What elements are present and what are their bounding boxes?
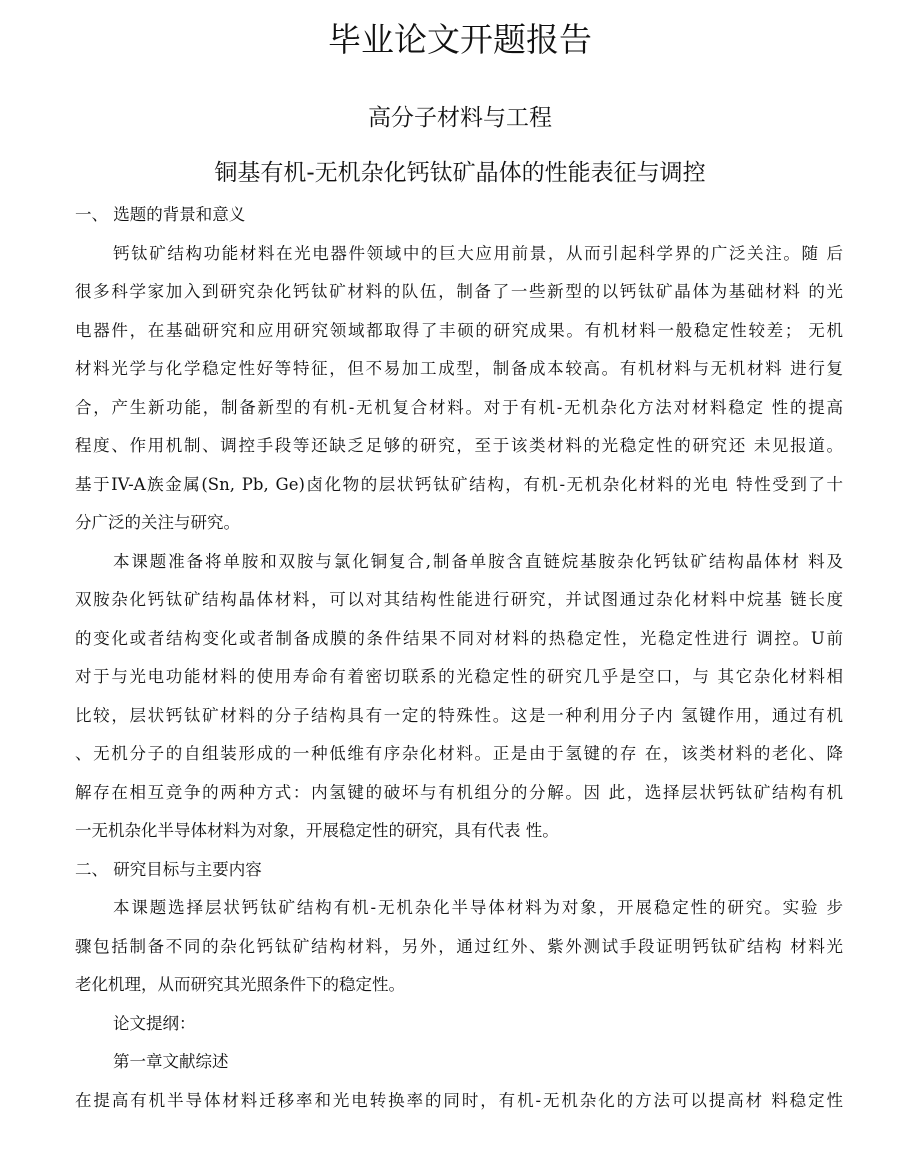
text-line: 本课题准备将单胺和双胺与氯化铜复合,制备单胺含直链烷基胺杂化钙钛矿结构晶体材 料及	[113, 551, 843, 571]
document-title: 毕业论文开题报告	[328, 20, 592, 59]
paragraph	[75, 235, 843, 543]
text-line: 比较，层状钙钛矿材料的分子结构具有一定的特殊性。这是一种利用分子内 氢键作用，通过有机	[75, 705, 843, 725]
chapter-heading: 第一章文献综述	[113, 1052, 229, 1071]
text-line: 对于与光电功能材料的使用寿命有着密切联系的光稳定性的研究几乎是空口，与 其它杂化材料相	[75, 667, 843, 686]
text-line: 分广泛的关注与研究。	[75, 513, 240, 532]
text-line: 很多科学家加入到研究杂化钙钛矿材料的队伍，制备了一些新型的以钙钛矿晶体为基础材料 的光	[75, 282, 843, 301]
thesis-title: 铜基有机-无机杂化钙钛矿晶体的性能表征与调控	[214, 160, 706, 186]
text-line: 的变化或者结构变化或者制备成膜的条件结果不同对材料的热稳定性，光稳定性进行 调控。U前	[75, 628, 843, 648]
section-heading: 一、 选题的背景和意义	[75, 205, 246, 224]
text-line: 电器件，在基础研究和应用研究领域都取得了丰硕的研究成果。有机材料一般稳定性较差； 无机	[75, 320, 843, 340]
text-line: 解存在相互竞争的两种方式：内氢键的破坏与有机组分的分解。因 此，选择层状钙钛矿结构有机	[75, 782, 843, 802]
text-line: 一无机杂化半导体材料为对象，开展稳定性的研究，具有代表 性。	[75, 821, 559, 840]
text-line: 钙钛矿结构功能材料在光电器件领域中的巨大应用前景，从而引起科学界的广泛关注。随 后	[113, 243, 843, 263]
text-line: 基于IV-A族金属(Sn, Pb, Ge)卤化物的层状钙钛矿结构，有机-无机杂化材料的光电 特性受到了十	[75, 474, 843, 494]
text-line: 老化机理，从而研究其光照条件下的稳定性。	[75, 975, 405, 994]
text-line: 在提高有机半导体材料迁移率和光电转换率的同时，有机-无机杂化的方法可以提高材 料稳定性	[75, 1090, 843, 1110]
text-line: 合，产生新功能，制备新型的有机-无机复合材料。对于有机-无机杂化方法对材料稳定 性的提高	[75, 397, 843, 417]
outline-label: 论文提纲：	[113, 1013, 196, 1033]
major-name: 高分子材料与工程	[368, 105, 552, 131]
text-line: 本课题选择层状钙钛矿结构有机-无机杂化半导体材料为对象，开展稳定性的研究。实验 步	[113, 898, 843, 917]
text-line: 双胺杂化钙钛矿结构晶体材料，可以对其结构性能进行研究，并试图通过杂化材料中烷基 链长度	[75, 590, 843, 609]
text-line: 骤包括制备不同的杂化钙钛矿结构材料，另外，通过红外、紫外测试手段证明钙钛矿结构 材料光	[75, 936, 843, 956]
text-line: 、无机分子的自组装形成的一种低维有序杂化材料。正是由于氢键的存 在，该类材料的老化、降	[75, 744, 843, 763]
text-line: 程度、作用机制、调控手段等还缺乏足够的研究，至于该类材料的光稳定性的研究还 未见报道。	[75, 436, 843, 455]
document-body	[75, 196, 843, 1120]
paragraph	[75, 889, 843, 1005]
text-line: 材料光学与化学稳定性好等特征，但不易加工成型，制备成本较高。有机材料与无机材料 进行复	[75, 359, 843, 378]
paragraph	[75, 543, 843, 851]
section-heading: 二、 研究目标与主要内容	[75, 859, 262, 879]
